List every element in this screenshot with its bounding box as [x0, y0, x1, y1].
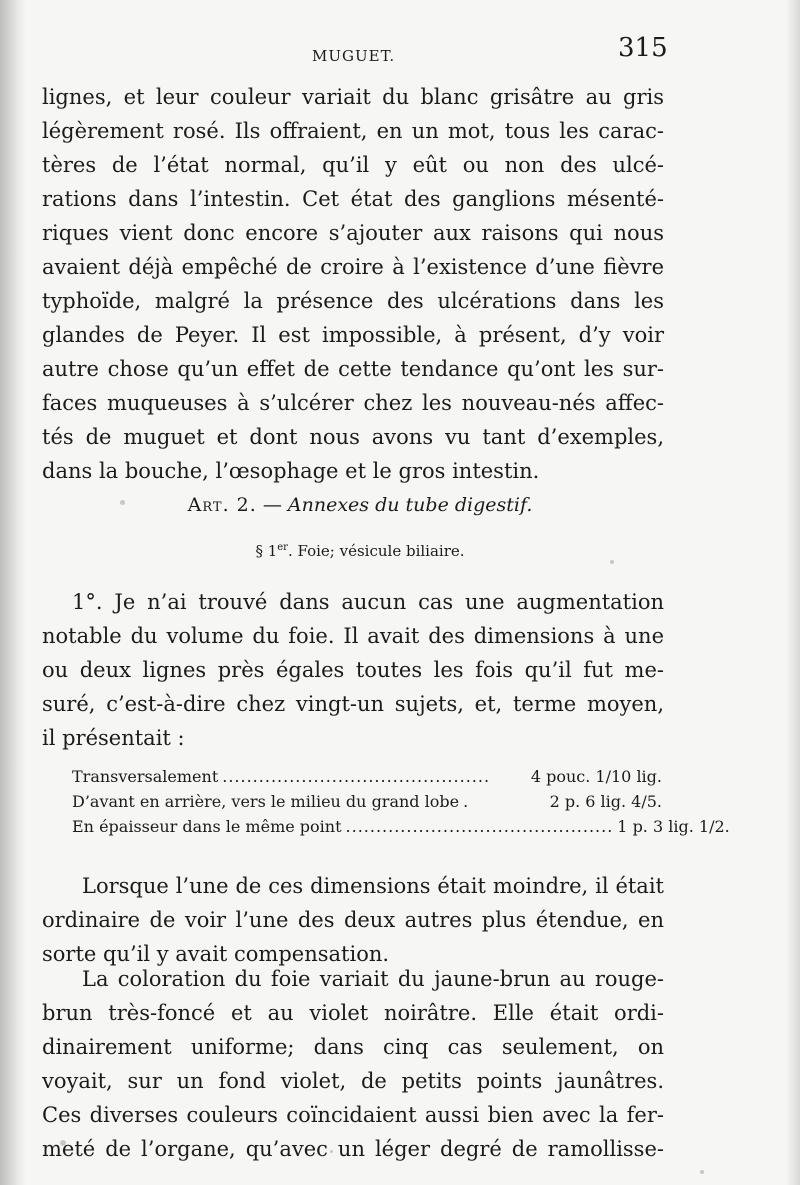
article-label: Art. 2.: [187, 494, 257, 516]
measurement-label: D’avant en arrière, vers le milieu du grand lobe: [72, 792, 460, 811]
text-line: il présentait :: [42, 726, 185, 750]
leader-dots: .: [463, 792, 470, 811]
text-line: Ces diverses couleurs coïncidaient aussi bien avec la fer-: [42, 1103, 664, 1127]
page-header: [0, 33, 800, 73]
article-dash: —: [256, 494, 288, 516]
text-line: tères de l’état normal, qu’il y eût ou non des ulcé-: [42, 153, 664, 177]
text-line: autre chose qu’un effet de cette tendance qu’ont les sur-: [42, 357, 664, 381]
paragraph-2: [42, 585, 664, 755]
measurement-label: En épaisseur dans le même point: [72, 817, 342, 836]
measurement-row: [72, 764, 662, 789]
article-title: Annexes du tube digestif.: [287, 494, 533, 516]
text-line: voyait, sur un fond violet, de petits points jaunâtres.: [42, 1069, 664, 1093]
text-line: légèrement rosé. Ils offraient, en un mot, tous les carac-: [42, 119, 664, 143]
section-heading: [0, 542, 760, 560]
measurement-value: 2 p. 6 lig. 4/5.: [549, 792, 662, 811]
text-line: meté de l’organe, qu’avec un léger degré de ramollisse-: [42, 1137, 664, 1161]
text-line: ordinaire de voir l’une des deux autres plus étendue, en: [42, 908, 664, 932]
paper-speck: [700, 1170, 704, 1174]
text-line: riques vient donc encore s’ajouter aux raisons qui nous: [42, 221, 664, 245]
measurement-value: 4 pouc. 1/10 lig.: [530, 767, 662, 786]
article-heading: [0, 494, 760, 516]
measurement-row: [72, 789, 662, 814]
text-line: tés de muguet et dont nous avons vu tant d’exemples,: [42, 425, 664, 449]
measurement-label: Transversalement: [72, 767, 219, 786]
measurement-row: [72, 814, 730, 839]
section-title: . Foie; vésicule biliaire.: [287, 542, 465, 560]
text-line: typhoïde, malgré la présence des ulcérations dans les: [42, 289, 664, 313]
text-line: dinairement uniforme; dans cinq cas seulement, on: [42, 1035, 664, 1059]
leader-dots: ............................................: [345, 817, 614, 836]
paragraph-4: [42, 962, 664, 1166]
text-line: ou deux lignes près égales toutes les fois qu’il fut me-: [42, 658, 664, 682]
text-line: faces muqueuses à s’ulcérer chez les nouveau-nés affec-: [42, 391, 664, 415]
text-line: avaient déjà empêché de croire à l’existence d’une fièvre: [42, 255, 664, 279]
leader-dots: ............................................: [222, 767, 491, 786]
page-number: 315: [618, 33, 668, 63]
running-head: MUGUET.: [312, 47, 396, 65]
paragraph-1: [42, 80, 664, 488]
section-prefix: § 1: [255, 542, 278, 560]
text-line: La coloration du foie variait du jaune-brun au rouge-: [82, 967, 664, 991]
text-line: Lorsque l’une de ces dimensions était moindre, il était: [82, 874, 664, 898]
text-line: suré, c’est-à-dire chez vingt-un sujets, et, terme moyen,: [42, 692, 664, 716]
text-line: dans la bouche, l’œsophage et le gros intestin.: [42, 459, 540, 483]
text-line: notable du volume du foie. Il avait des dimensions à une: [42, 624, 664, 648]
text-line: glandes de Peyer. Il est impossible, à présent, d’y voir: [42, 323, 664, 347]
text-line: 1°. Je n’ai trouvé dans aucun cas une augmentation: [72, 590, 664, 614]
text-line: brun très-foncé et au violet noirâtre. Elle était ordi-: [42, 1001, 664, 1025]
measurement-table: [72, 764, 730, 839]
paper-speck: [610, 560, 614, 564]
text-line: sorte qu’il y avait compensation.: [42, 942, 390, 966]
text-line: rations dans l’intestin. Cet état des ganglions mésenté-: [42, 187, 664, 211]
section-sup: er: [277, 542, 288, 553]
text-line: lignes, et leur couleur variait du blanc grisâtre au gris: [42, 85, 664, 109]
measurement-value: 1 p. 3 lig. 1/2.: [617, 817, 730, 836]
paragraph-3: [42, 869, 664, 971]
